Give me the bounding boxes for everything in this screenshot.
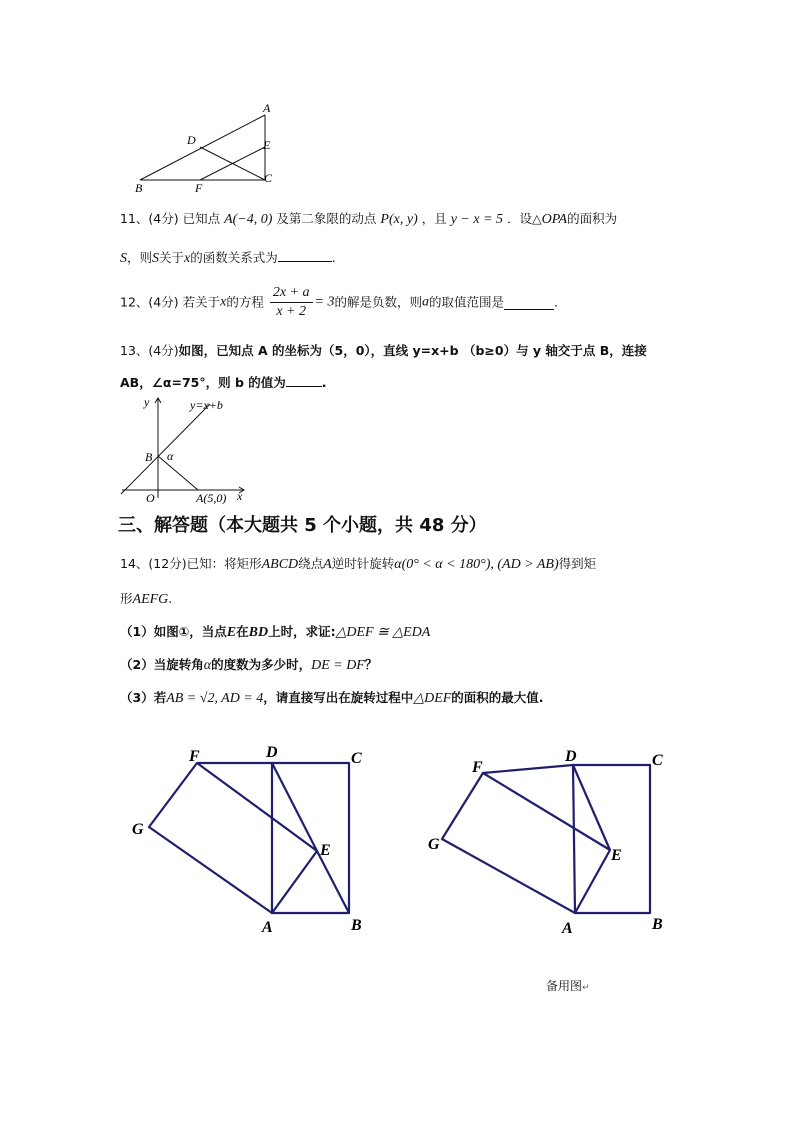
label-E: E bbox=[320, 842, 331, 859]
point-A-label: A(5,0) bbox=[196, 491, 227, 504]
question-13-line-2: AB，∠α=75°，则 b 的值为 . bbox=[120, 375, 327, 390]
label-B: B bbox=[351, 917, 362, 934]
label-G: G bbox=[428, 836, 440, 853]
question-14-line-1: 14、(12分)已知：将矩形ABCD绕点A逆时针旋转α(0° < α < 180°), (AD > AB)得到矩 bbox=[120, 556, 597, 572]
question-14-part-3: （3）若AB = √2, AD = 4，请直接写出在旋转过程中△DEF的面积的最大值. bbox=[120, 690, 544, 706]
rectangle-rotation-figure-2 bbox=[420, 745, 685, 945]
label-A: A bbox=[263, 101, 271, 115]
label-G: G bbox=[132, 821, 144, 838]
coordinate-figure-q13 bbox=[118, 392, 253, 504]
origin-label: O bbox=[146, 491, 155, 504]
rectangle-rotation-figure-1 bbox=[125, 740, 375, 940]
return-mark-icon: ↵ bbox=[582, 983, 590, 993]
question-14-line-2: 形AEFG. bbox=[120, 591, 173, 607]
question-11-line-1: 11、(4分) 已知点 A(−4, 0) 及第二象限的动点 P(x, y) ，且 y − x = 5 ．设△OPA的面积为 bbox=[120, 211, 618, 227]
label-B: B bbox=[652, 916, 663, 933]
question-14-part-2: （2）当旋转角α的度数为多少时，DE = DF？ bbox=[120, 657, 378, 673]
label-C: C bbox=[264, 171, 273, 185]
answer-blank-13[interactable] bbox=[286, 373, 322, 387]
question-13-line-1: 13、(4分)如图，已知点 A 的坐标为（5，0），直线 y=x+b （b≥0）与 y 轴交于点 B，连接 bbox=[120, 343, 647, 358]
section-title: 三、解答题（本大题共 5 个小题，共 48 分） bbox=[118, 515, 487, 536]
label-F: F bbox=[472, 759, 483, 776]
axis-y-label: y bbox=[144, 395, 150, 409]
label-D: D bbox=[266, 744, 278, 761]
label-A: A bbox=[562, 920, 573, 937]
fraction: $\frac{2x + a}{x + 2}$ bbox=[270, 284, 313, 321]
answer-blank-11[interactable] bbox=[278, 248, 332, 262]
label-E: E bbox=[263, 138, 271, 152]
label-E: E bbox=[611, 847, 622, 864]
question-12: 12、(4分) 若关于x的方程 $\frac{2x + a}{x + 2}$ = 3的解是负数，则a的取值范围是 . bbox=[120, 285, 558, 319]
label-B: B bbox=[145, 450, 153, 464]
label-F: F bbox=[195, 181, 203, 195]
spare-figure-caption: 备用图↵ bbox=[546, 979, 590, 993]
line-label: y=x+b bbox=[190, 398, 223, 412]
answer-blank-12[interactable] bbox=[504, 296, 554, 310]
label-B: B bbox=[135, 181, 143, 195]
label-D: D bbox=[187, 133, 196, 147]
axis-x-label: x bbox=[237, 489, 243, 503]
label-D: D bbox=[565, 748, 577, 765]
label-F: F bbox=[189, 748, 200, 765]
label-C: C bbox=[351, 750, 362, 767]
label-C: C bbox=[652, 752, 663, 769]
label-A: A bbox=[262, 919, 273, 936]
question-14-part-1: （1）如图①，当点E在BD上时，求证:△DEF ≅ △EDA bbox=[120, 624, 431, 640]
triangle-figure-q10 bbox=[125, 100, 285, 195]
angle-alpha: α bbox=[167, 449, 174, 463]
question-11-line-2: S，则S关于x的函数关系式为 . bbox=[120, 250, 336, 266]
